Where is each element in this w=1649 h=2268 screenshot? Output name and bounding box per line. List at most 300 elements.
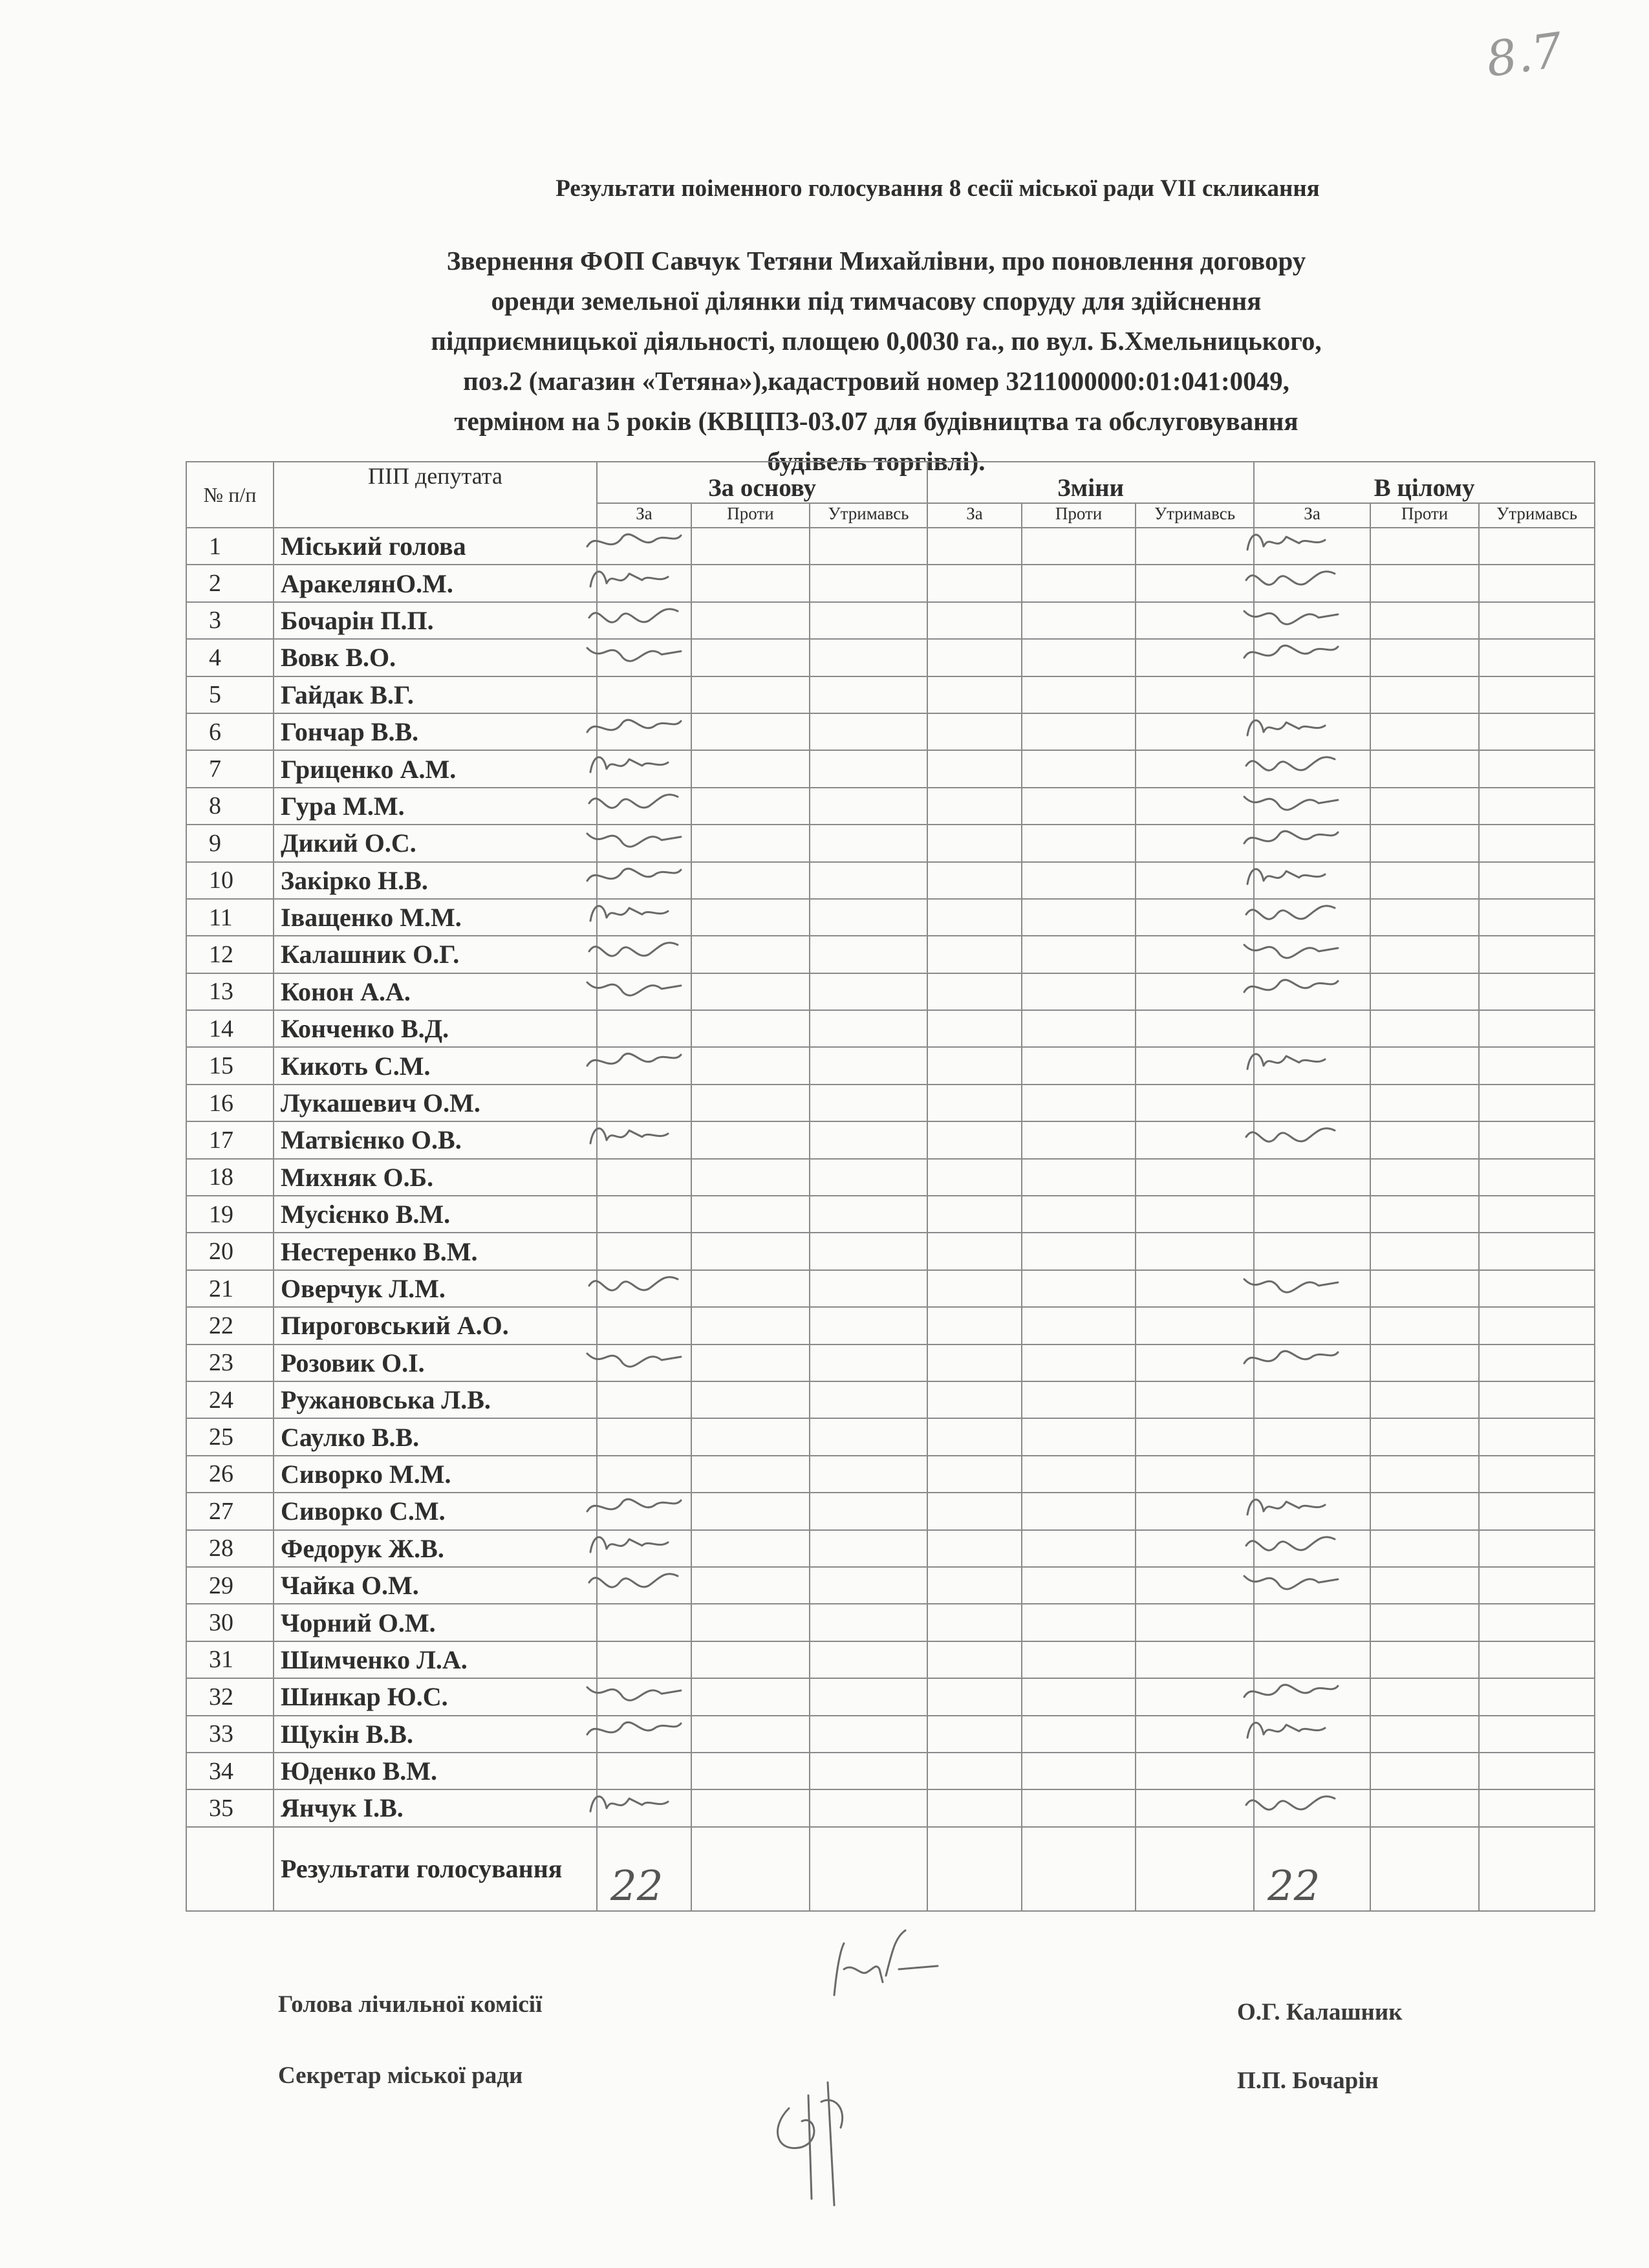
deputy-name: Чайка О.М. bbox=[274, 1567, 597, 1604]
vote-cell bbox=[1254, 1381, 1370, 1418]
row-number: 34 bbox=[186, 1753, 274, 1789]
vote-cell bbox=[1136, 899, 1254, 936]
vote-cell bbox=[1370, 788, 1479, 825]
vote-cell bbox=[810, 1567, 927, 1604]
vote-cell bbox=[1370, 1270, 1479, 1307]
vote-cell bbox=[810, 862, 927, 899]
vote-cell bbox=[927, 676, 1022, 713]
deputy-name: Саулко В.В. bbox=[274, 1418, 597, 1455]
vote-cell bbox=[1022, 676, 1136, 713]
vote-cell bbox=[1254, 1678, 1370, 1715]
vote-cell bbox=[810, 1641, 927, 1678]
table-row bbox=[186, 1789, 1595, 1826]
vote-cell bbox=[1479, 1641, 1595, 1678]
deputy-name: Кикоть С.М. bbox=[274, 1047, 597, 1084]
vote-cell bbox=[691, 973, 810, 1010]
vote-cell bbox=[1022, 1678, 1136, 1715]
table-row bbox=[186, 1010, 1595, 1047]
table-row bbox=[186, 899, 1595, 936]
vote-cell bbox=[1022, 1456, 1136, 1493]
vote-cell bbox=[1136, 1270, 1254, 1307]
roll-call-table bbox=[186, 461, 1595, 1912]
row-number: 19 bbox=[186, 1196, 274, 1233]
row-number: 9 bbox=[186, 825, 274, 861]
vote-cell bbox=[1370, 1345, 1479, 1381]
row-number: 5 bbox=[186, 676, 274, 713]
deputy-name: Мусієнко В.М. bbox=[274, 1196, 597, 1233]
vote-cell bbox=[691, 1121, 810, 1158]
vote-cell bbox=[691, 1604, 810, 1641]
deputy-name: Гайдак В.Г. bbox=[274, 676, 597, 713]
header-for: За bbox=[927, 503, 1022, 528]
table-row bbox=[186, 1493, 1595, 1529]
vote-cell bbox=[1136, 825, 1254, 861]
row-number: 28 bbox=[186, 1530, 274, 1567]
table-row bbox=[186, 1604, 1595, 1641]
vote-cell bbox=[810, 1307, 927, 1344]
row-number: 10 bbox=[186, 862, 274, 899]
vote-cell bbox=[597, 1010, 691, 1047]
vote-cell bbox=[927, 1530, 1022, 1567]
vote-cell bbox=[1254, 1716, 1370, 1753]
row-number: 14 bbox=[186, 1010, 274, 1047]
vote-cell bbox=[1479, 1604, 1595, 1641]
vote-cell bbox=[1479, 1381, 1595, 1418]
vote-cell bbox=[597, 1270, 691, 1307]
vote-cell bbox=[1136, 862, 1254, 899]
vote-cell bbox=[691, 602, 810, 639]
vote-cell bbox=[597, 1530, 691, 1567]
vote-cell bbox=[691, 862, 810, 899]
table-row bbox=[186, 862, 1595, 899]
vote-cell bbox=[1022, 1381, 1136, 1418]
deputy-name: Іващенко М.М. bbox=[274, 899, 597, 936]
vote-cell bbox=[1254, 1567, 1370, 1604]
vote-cell bbox=[597, 1789, 691, 1826]
vote-cell bbox=[810, 936, 927, 973]
deputy-name: Федорук Ж.В. bbox=[274, 1530, 597, 1567]
row-number: 31 bbox=[186, 1641, 274, 1678]
vote-cell bbox=[810, 825, 927, 861]
row-number: 25 bbox=[186, 1418, 274, 1455]
vote-cell bbox=[810, 1010, 927, 1047]
deputy-name: Щукін В.В. bbox=[274, 1716, 597, 1753]
vote-cell bbox=[1136, 1085, 1254, 1121]
vote-cell bbox=[1254, 899, 1370, 936]
vote-cell bbox=[597, 1493, 691, 1529]
vote-cell bbox=[1136, 1307, 1254, 1344]
vote-cell bbox=[1479, 862, 1595, 899]
vote-cell bbox=[1136, 1789, 1254, 1826]
vote-cell bbox=[927, 750, 1022, 787]
vote-cell bbox=[1136, 1530, 1254, 1567]
vote-cell bbox=[1370, 1604, 1479, 1641]
vote-cell bbox=[1022, 639, 1136, 676]
vote-cell bbox=[1022, 528, 1136, 565]
vote-cell bbox=[1370, 639, 1479, 676]
vote-cell bbox=[810, 1233, 927, 1269]
vote-cell bbox=[927, 1307, 1022, 1344]
row-number: 26 bbox=[186, 1456, 274, 1493]
vote-cell bbox=[1022, 1159, 1136, 1196]
vote-cell bbox=[1022, 936, 1136, 973]
vote-cell bbox=[1022, 1530, 1136, 1567]
vote-cell bbox=[810, 1716, 927, 1753]
vote-cell bbox=[691, 1233, 810, 1269]
vote-cell bbox=[810, 1678, 927, 1715]
vote-cell bbox=[1022, 1827, 1136, 1911]
vote-cell bbox=[927, 1567, 1022, 1604]
vote-cell bbox=[597, 862, 691, 899]
vote-cell bbox=[1136, 713, 1254, 750]
results-empty bbox=[186, 1827, 274, 1911]
vote-cell bbox=[1370, 1716, 1479, 1753]
vote-cell bbox=[1370, 1381, 1479, 1418]
table-row bbox=[186, 639, 1595, 676]
vote-cell bbox=[597, 1121, 691, 1158]
vote-cell bbox=[1479, 1678, 1595, 1715]
vote-cell bbox=[1022, 1418, 1136, 1455]
vote-cell bbox=[1136, 565, 1254, 601]
vote-cell bbox=[1136, 936, 1254, 973]
deputy-name: Матвієнко О.В. bbox=[274, 1121, 597, 1158]
document-title: Результати поіменного голосування 8 сесії міської ради VII скликання bbox=[555, 175, 1320, 202]
vote-cell bbox=[1136, 676, 1254, 713]
vote-cell bbox=[1254, 602, 1370, 639]
vote-cell bbox=[927, 1641, 1022, 1678]
vote-cell bbox=[810, 1047, 927, 1084]
vote-cell bbox=[1479, 1716, 1595, 1753]
vote-cell bbox=[927, 936, 1022, 973]
vote-cell bbox=[927, 639, 1022, 676]
vote-cell bbox=[810, 1604, 927, 1641]
vote-cell bbox=[1479, 750, 1595, 787]
header-group-changes: Зміни bbox=[927, 462, 1254, 503]
resolution-subject bbox=[52, 241, 1649, 481]
deputy-name: Лукашевич О.М. bbox=[274, 1085, 597, 1121]
row-number: 27 bbox=[186, 1493, 274, 1529]
vote-cell bbox=[1370, 1456, 1479, 1493]
vote-cell bbox=[1370, 1530, 1479, 1567]
vote-cell bbox=[597, 1753, 691, 1789]
vote-cell bbox=[1370, 1678, 1479, 1715]
vote-cell bbox=[1022, 1716, 1136, 1753]
vote-cell bbox=[1370, 936, 1479, 973]
vote-cell bbox=[810, 750, 927, 787]
table-row bbox=[186, 936, 1595, 973]
vote-cell bbox=[1479, 1159, 1595, 1196]
results-basis-for: 22 bbox=[597, 1827, 691, 1911]
vote-cell bbox=[1479, 936, 1595, 973]
deputy-name: Дикий О.С. bbox=[274, 825, 597, 861]
vote-cell bbox=[1136, 1345, 1254, 1381]
deputy-name: Гура М.М. bbox=[274, 788, 597, 825]
row-number: 18 bbox=[186, 1159, 274, 1196]
vote-cell bbox=[1022, 1121, 1136, 1158]
vote-cell bbox=[1479, 565, 1595, 601]
deputy-name: Юденко В.М. bbox=[274, 1753, 597, 1789]
vote-cell bbox=[1136, 639, 1254, 676]
vote-cell bbox=[1370, 1085, 1479, 1121]
vote-cell bbox=[1479, 1121, 1595, 1158]
row-number: 20 bbox=[186, 1233, 274, 1269]
vote-cell bbox=[810, 1418, 927, 1455]
row-number: 21 bbox=[186, 1270, 274, 1307]
vote-cell bbox=[691, 1567, 810, 1604]
vote-cell bbox=[1254, 1456, 1370, 1493]
vote-cell bbox=[1370, 565, 1479, 601]
deputy-name: Пироговський А.О. bbox=[274, 1307, 597, 1344]
vote-cell bbox=[1479, 1789, 1595, 1826]
vote-cell bbox=[927, 1418, 1022, 1455]
vote-cell bbox=[597, 1381, 691, 1418]
vote-cell bbox=[691, 713, 810, 750]
vote-cell bbox=[691, 1456, 810, 1493]
results-whole-for: 22 bbox=[1254, 1827, 1370, 1911]
table-row bbox=[186, 973, 1595, 1010]
header-number: № п/п bbox=[186, 462, 274, 528]
vote-cell bbox=[810, 1196, 927, 1233]
vote-cell bbox=[597, 1196, 691, 1233]
vote-cell bbox=[691, 1196, 810, 1233]
vote-cell bbox=[927, 1233, 1022, 1269]
deputy-name: Оверчук Л.М. bbox=[274, 1270, 597, 1307]
vote-cell bbox=[1254, 1085, 1370, 1121]
table-row bbox=[186, 1641, 1595, 1678]
vote-cell bbox=[597, 713, 691, 750]
vote-cell bbox=[1479, 1307, 1595, 1344]
table-row bbox=[186, 1121, 1595, 1158]
vote-cell bbox=[691, 528, 810, 565]
header-abstained: Утримавсь bbox=[1479, 503, 1595, 528]
vote-cell bbox=[597, 1307, 691, 1344]
vote-cell bbox=[1022, 1641, 1136, 1678]
vote-cell bbox=[1022, 1196, 1136, 1233]
deputy-name: Сиворко М.М. bbox=[274, 1456, 597, 1493]
vote-cell bbox=[691, 1085, 810, 1121]
header-against: Проти bbox=[1022, 503, 1136, 528]
subject-line: підприємницької діяльності, площею 0,0030 га., по вул. Б.Хмельницького, bbox=[431, 326, 1322, 356]
vote-cell bbox=[597, 1567, 691, 1604]
vote-cell bbox=[927, 1753, 1022, 1789]
vote-cell bbox=[1022, 1753, 1136, 1789]
deputy-name: Конон А.А. bbox=[274, 973, 597, 1010]
vote-cell bbox=[1136, 973, 1254, 1010]
vote-cell bbox=[1022, 1789, 1136, 1826]
deputy-name: Шимченко Л.А. bbox=[274, 1641, 597, 1678]
vote-cell bbox=[597, 1418, 691, 1455]
header-against: Проти bbox=[1370, 503, 1479, 528]
row-number: 16 bbox=[186, 1085, 274, 1121]
vote-cell bbox=[1254, 1493, 1370, 1529]
vote-cell bbox=[1254, 750, 1370, 787]
vote-cell bbox=[1136, 1827, 1254, 1911]
vote-cell bbox=[810, 1345, 927, 1381]
deputy-name: Калашник О.Г. bbox=[274, 936, 597, 973]
vote-cell bbox=[1479, 1827, 1595, 1911]
vote-cell bbox=[810, 1085, 927, 1121]
vote-cell bbox=[1254, 936, 1370, 973]
header-against: Проти bbox=[691, 503, 810, 528]
vote-cell bbox=[1136, 1678, 1254, 1715]
deputy-name: Михняк О.Б. bbox=[274, 1159, 597, 1196]
vote-cell bbox=[691, 936, 810, 973]
vote-cell bbox=[1136, 1010, 1254, 1047]
vote-cell bbox=[597, 1345, 691, 1381]
vote-cell bbox=[691, 1827, 810, 1911]
subject-line: поз.2 (магазин «Тетяна»),кадастровий номер 3211000000:01:041:0049, bbox=[463, 366, 1289, 396]
vote-cell bbox=[1136, 528, 1254, 565]
vote-cell bbox=[691, 1345, 810, 1381]
table-row bbox=[186, 1678, 1595, 1715]
header-for: За bbox=[597, 503, 691, 528]
vote-cell bbox=[927, 1678, 1022, 1715]
vote-cell bbox=[1022, 1345, 1136, 1381]
vote-cell bbox=[691, 1789, 810, 1826]
vote-cell bbox=[1479, 1418, 1595, 1455]
vote-cell bbox=[597, 1233, 691, 1269]
table-row bbox=[186, 1567, 1595, 1604]
row-number: 6 bbox=[186, 713, 274, 750]
vote-cell bbox=[1254, 1010, 1370, 1047]
table-row bbox=[186, 1530, 1595, 1567]
vote-cell bbox=[927, 1270, 1022, 1307]
vote-cell bbox=[810, 565, 927, 601]
row-number: 29 bbox=[186, 1567, 274, 1604]
table-row bbox=[186, 1159, 1595, 1196]
vote-cell bbox=[1136, 1753, 1254, 1789]
vote-cell bbox=[1022, 788, 1136, 825]
vote-cell bbox=[927, 1047, 1022, 1084]
vote-cell bbox=[810, 1493, 927, 1529]
vote-cell bbox=[1136, 1159, 1254, 1196]
vote-cell bbox=[1136, 1456, 1254, 1493]
vote-cell bbox=[1479, 639, 1595, 676]
table-row bbox=[186, 825, 1595, 861]
vote-cell bbox=[810, 1121, 927, 1158]
vote-cell bbox=[597, 788, 691, 825]
vote-cell bbox=[1479, 1233, 1595, 1269]
vote-cell bbox=[927, 1085, 1022, 1121]
vote-cell bbox=[691, 1010, 810, 1047]
row-number: 8 bbox=[186, 788, 274, 825]
vote-cell bbox=[810, 899, 927, 936]
vote-cell bbox=[927, 1456, 1022, 1493]
vote-cell bbox=[691, 899, 810, 936]
vote-cell bbox=[1254, 1307, 1370, 1344]
table-row bbox=[186, 1381, 1595, 1418]
table-row bbox=[186, 676, 1595, 713]
vote-cell bbox=[597, 750, 691, 787]
row-number: 17 bbox=[186, 1121, 274, 1158]
subject-line: терміном на 5 років (КВЦПЗ-03.07 для будівництва та обслуговування bbox=[454, 406, 1299, 436]
row-number: 7 bbox=[186, 750, 274, 787]
vote-cell bbox=[691, 750, 810, 787]
vote-cell bbox=[1479, 1270, 1595, 1307]
header-group-whole: В цілому bbox=[1254, 462, 1595, 503]
deputy-name: Шинкар Ю.С. bbox=[274, 1678, 597, 1715]
vote-cell bbox=[597, 1716, 691, 1753]
row-number: 35 bbox=[186, 1789, 274, 1826]
vote-cell bbox=[927, 1121, 1022, 1158]
table-row bbox=[186, 528, 1595, 565]
vote-cell bbox=[1254, 1121, 1370, 1158]
results-label: Результати голосування bbox=[274, 1827, 597, 1911]
vote-cell bbox=[1370, 528, 1479, 565]
vote-cell bbox=[1254, 1604, 1370, 1641]
vote-cell bbox=[810, 713, 927, 750]
vote-cell bbox=[1370, 713, 1479, 750]
vote-cell bbox=[1136, 1196, 1254, 1233]
vote-cell bbox=[691, 1493, 810, 1529]
chair-name: О.Г. Калашник bbox=[1237, 1999, 1403, 2025]
vote-cell bbox=[810, 1753, 927, 1789]
vote-cell bbox=[597, 899, 691, 936]
vote-cell bbox=[1254, 676, 1370, 713]
vote-cell bbox=[927, 862, 1022, 899]
vote-cell bbox=[927, 1716, 1022, 1753]
table-row bbox=[186, 1085, 1595, 1121]
vote-cell bbox=[1254, 1047, 1370, 1084]
vote-cell bbox=[597, 1678, 691, 1715]
vote-cell bbox=[691, 639, 810, 676]
row-number: 30 bbox=[186, 1604, 274, 1641]
vote-cell bbox=[1479, 713, 1595, 750]
vote-cell bbox=[691, 1530, 810, 1567]
secretary-name: П.П. Бочарін bbox=[1237, 2068, 1379, 2094]
vote-cell bbox=[1479, 899, 1595, 936]
vote-cell bbox=[1022, 1233, 1136, 1269]
vote-cell bbox=[1479, 1567, 1595, 1604]
row-number: 23 bbox=[186, 1345, 274, 1381]
deputy-name: Нестеренко В.М. bbox=[274, 1233, 597, 1269]
row-number: 22 bbox=[186, 1307, 274, 1344]
vote-cell bbox=[1136, 602, 1254, 639]
vote-cell bbox=[1136, 1233, 1254, 1269]
vote-cell bbox=[1136, 1121, 1254, 1158]
deputy-name: Ружановська Л.В. bbox=[274, 1381, 597, 1418]
vote-cell bbox=[1370, 899, 1479, 936]
vote-cell bbox=[597, 973, 691, 1010]
vote-cell bbox=[691, 1641, 810, 1678]
vote-cell bbox=[1370, 1827, 1479, 1911]
vote-cell bbox=[1136, 788, 1254, 825]
deputy-name: АракелянО.М. bbox=[274, 565, 597, 601]
vote-cell bbox=[1022, 1567, 1136, 1604]
table-row bbox=[186, 1047, 1595, 1084]
vote-cell bbox=[691, 1381, 810, 1418]
vote-cell bbox=[810, 528, 927, 565]
table-row bbox=[186, 788, 1595, 825]
vote-cell bbox=[1479, 1196, 1595, 1233]
vote-cell bbox=[597, 1641, 691, 1678]
vote-cell bbox=[1370, 1789, 1479, 1826]
vote-cell bbox=[927, 1196, 1022, 1233]
vote-cell bbox=[691, 1307, 810, 1344]
vote-cell bbox=[1254, 862, 1370, 899]
vote-cell bbox=[597, 1085, 691, 1121]
vote-cell bbox=[1254, 1418, 1370, 1455]
vote-cell bbox=[810, 1456, 927, 1493]
vote-cell bbox=[1022, 825, 1136, 861]
vote-cell bbox=[1370, 973, 1479, 1010]
vote-cell bbox=[597, 825, 691, 861]
vote-cell bbox=[927, 973, 1022, 1010]
vote-cell bbox=[691, 1270, 810, 1307]
row-number: 2 bbox=[186, 565, 274, 601]
vote-cell bbox=[927, 1345, 1022, 1381]
vote-cell bbox=[1022, 1010, 1136, 1047]
